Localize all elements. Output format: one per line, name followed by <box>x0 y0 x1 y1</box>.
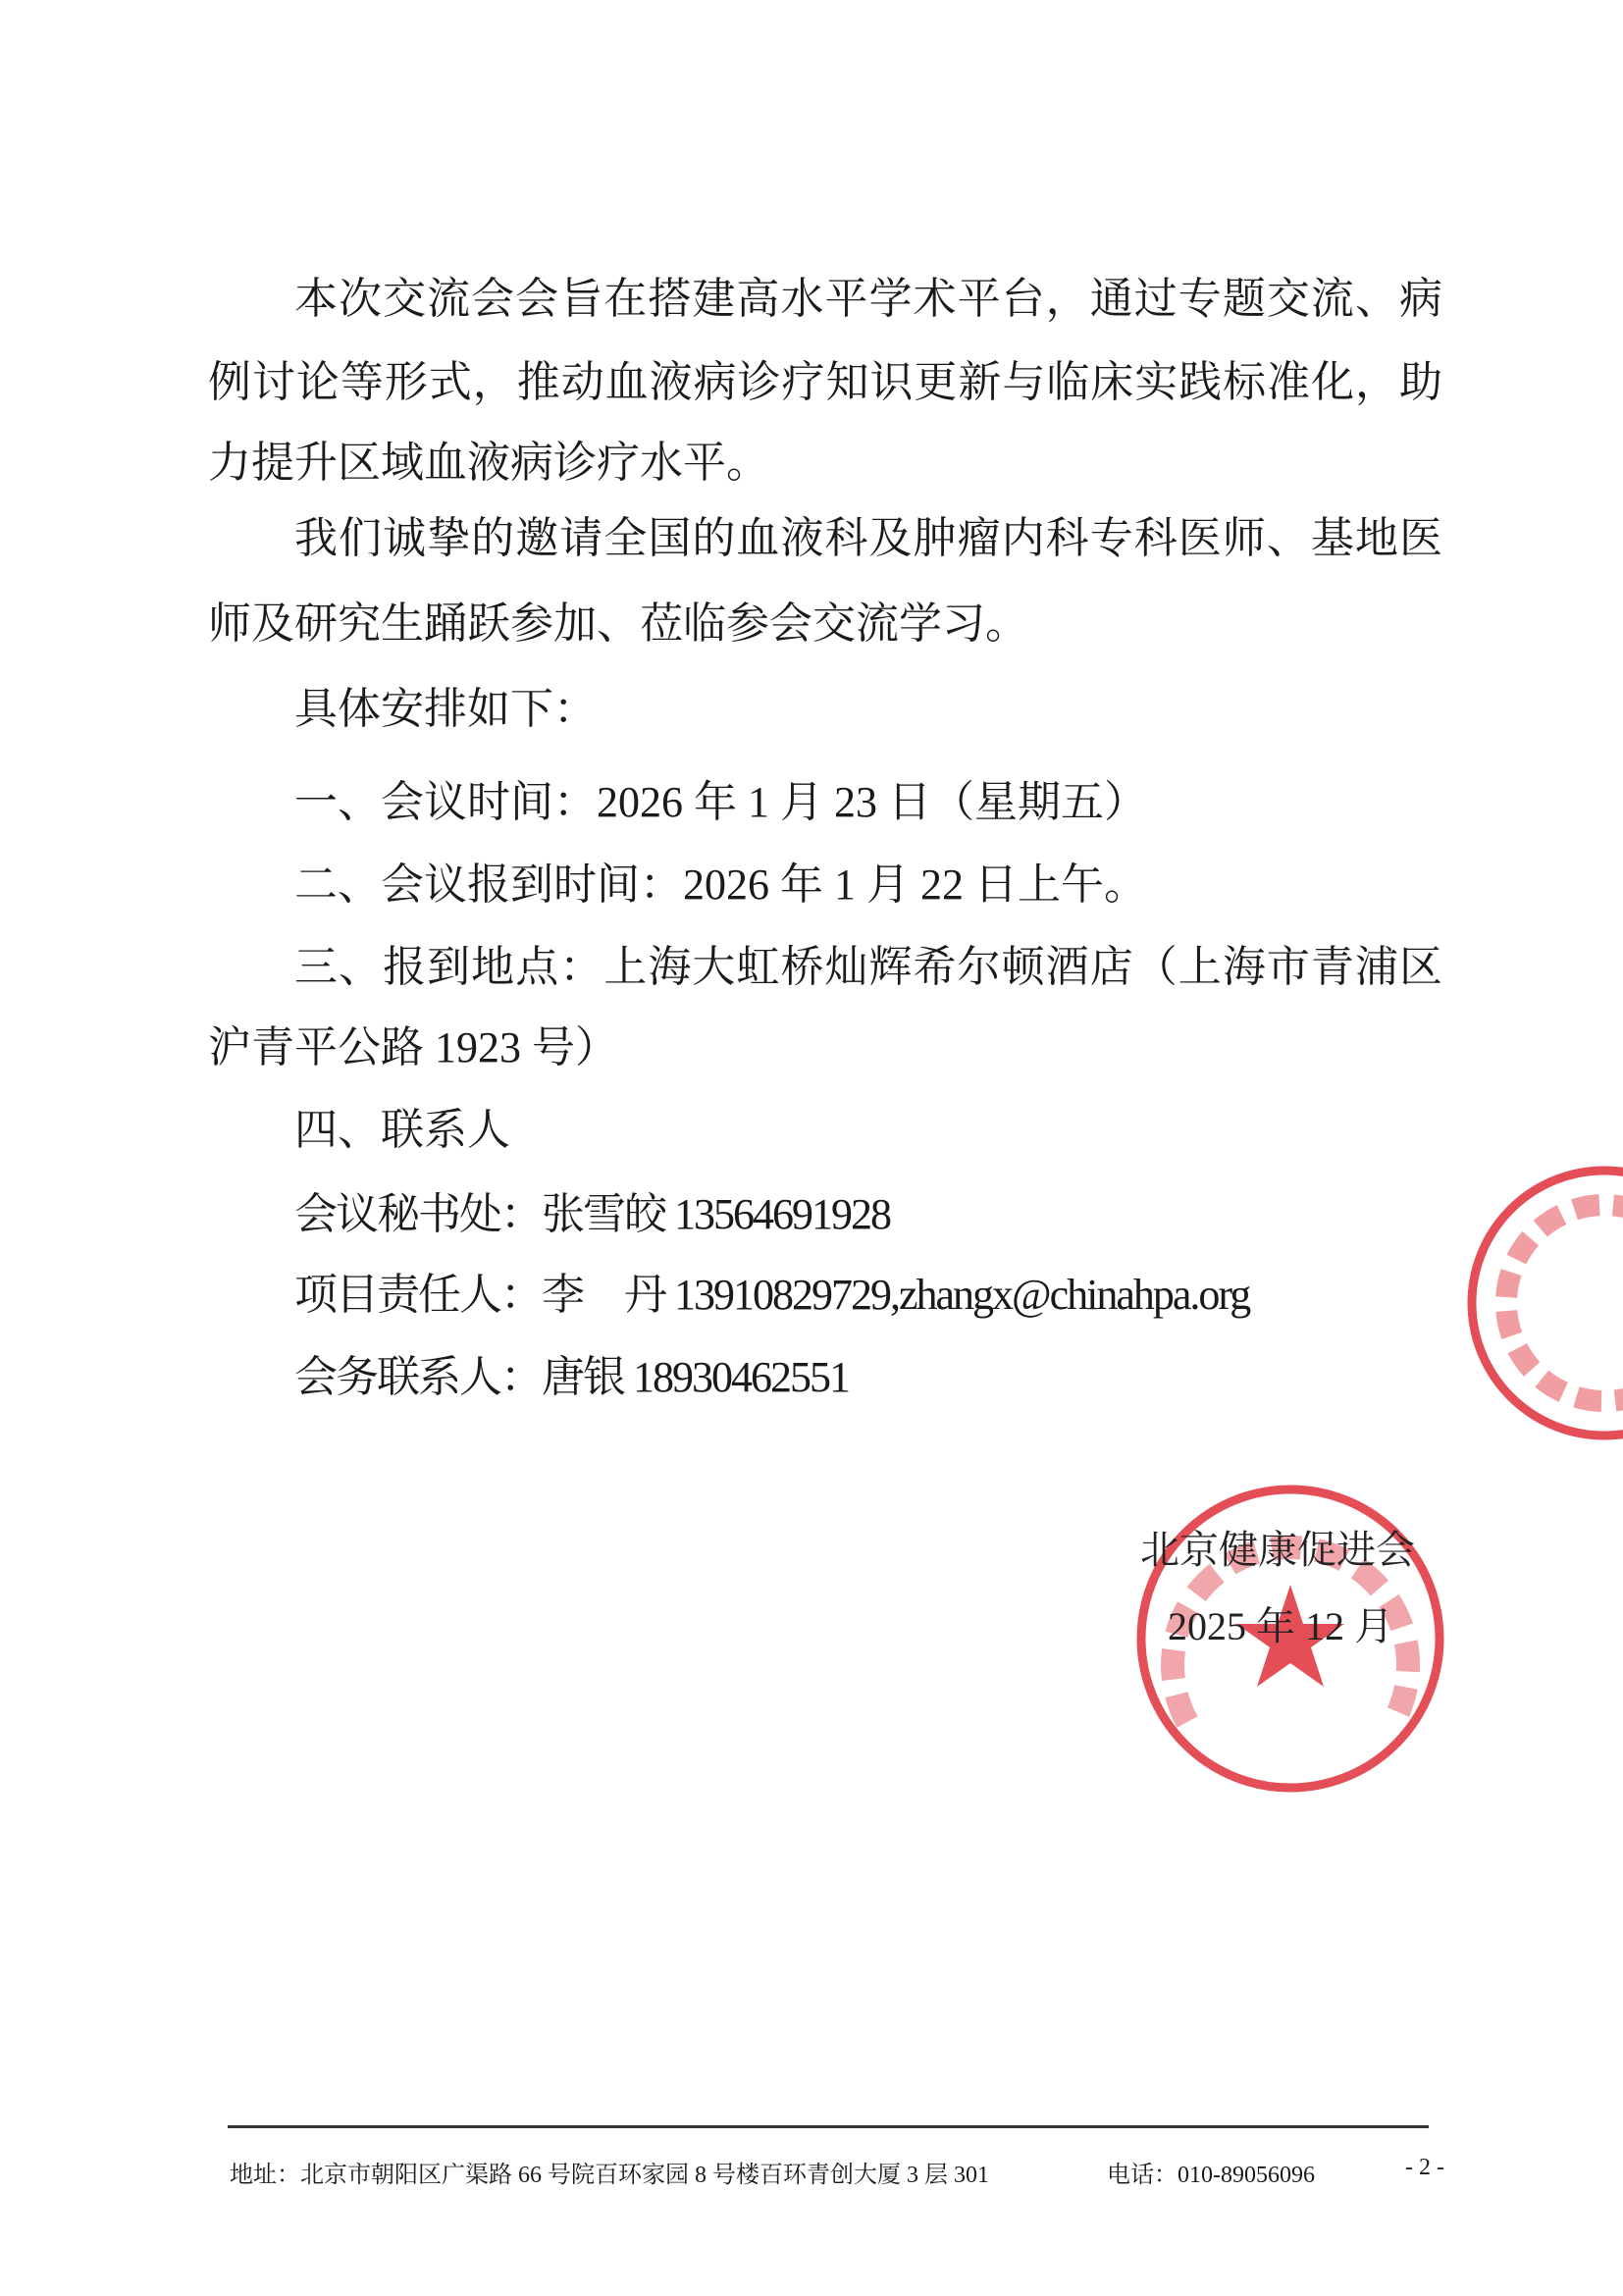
paragraph-line: 师及研究生踊跃参加、莅临参会交流学习。 <box>208 600 1028 648</box>
contacts-heading: 四、联系人 <box>294 1106 510 1154</box>
footer-phone: 电话：010-89056096 <box>1107 2163 1315 2188</box>
arrangement-heading: 具体安排如下： <box>294 685 597 733</box>
footer-divider <box>228 2125 1429 2128</box>
partial-seal-stamp <box>1462 1158 1623 1452</box>
paragraph-line: 本次交流会会旨在搭建高水平学术平台，通过专题交流、病 <box>294 275 1442 323</box>
paragraph-line: 例讨论等形式，推动血液病诊疗知识更新与临床实践标准化，助 <box>208 358 1442 406</box>
footer-address: 地址：北京市朝阳区广渠路 66 号院百环家园 8 号楼百环青创大厦 3 层 301 <box>230 2163 989 2188</box>
contact-project-lead: 项目责任人：李 丹 13910829729,zhangx@chinahpa.org <box>294 1271 1250 1319</box>
contact-secretariat: 会议秘书处：张雪皎 13564691928 <box>294 1190 890 1238</box>
page-number: - 2 - <box>1405 2155 1444 2180</box>
signature-date: 2025 年 12 月 <box>1168 1604 1393 1648</box>
checkin-time: 二、会议报到时间：2026 年 1 月 22 日上午。 <box>294 861 1147 909</box>
paragraph-line: 力提升区域血液病诊疗水平。 <box>208 439 769 487</box>
checkin-location: 三、报到地点：上海大虹桥灿辉希尔顿酒店（上海市青浦区 <box>294 943 1442 991</box>
paragraph-line: 我们诚挚的邀请全国的血液科及肿瘤内科专科医师、基地医 <box>294 514 1442 562</box>
checkin-location-cont: 沪青平公路 1923 号） <box>208 1023 618 1071</box>
contact-affairs: 会务联系人：唐银 18930462551 <box>294 1353 849 1401</box>
signature-organization: 北京健康促进会 <box>1140 1528 1415 1572</box>
meeting-time: 一、会议时间：2026 年 1 月 23 日（星期五） <box>294 778 1147 826</box>
